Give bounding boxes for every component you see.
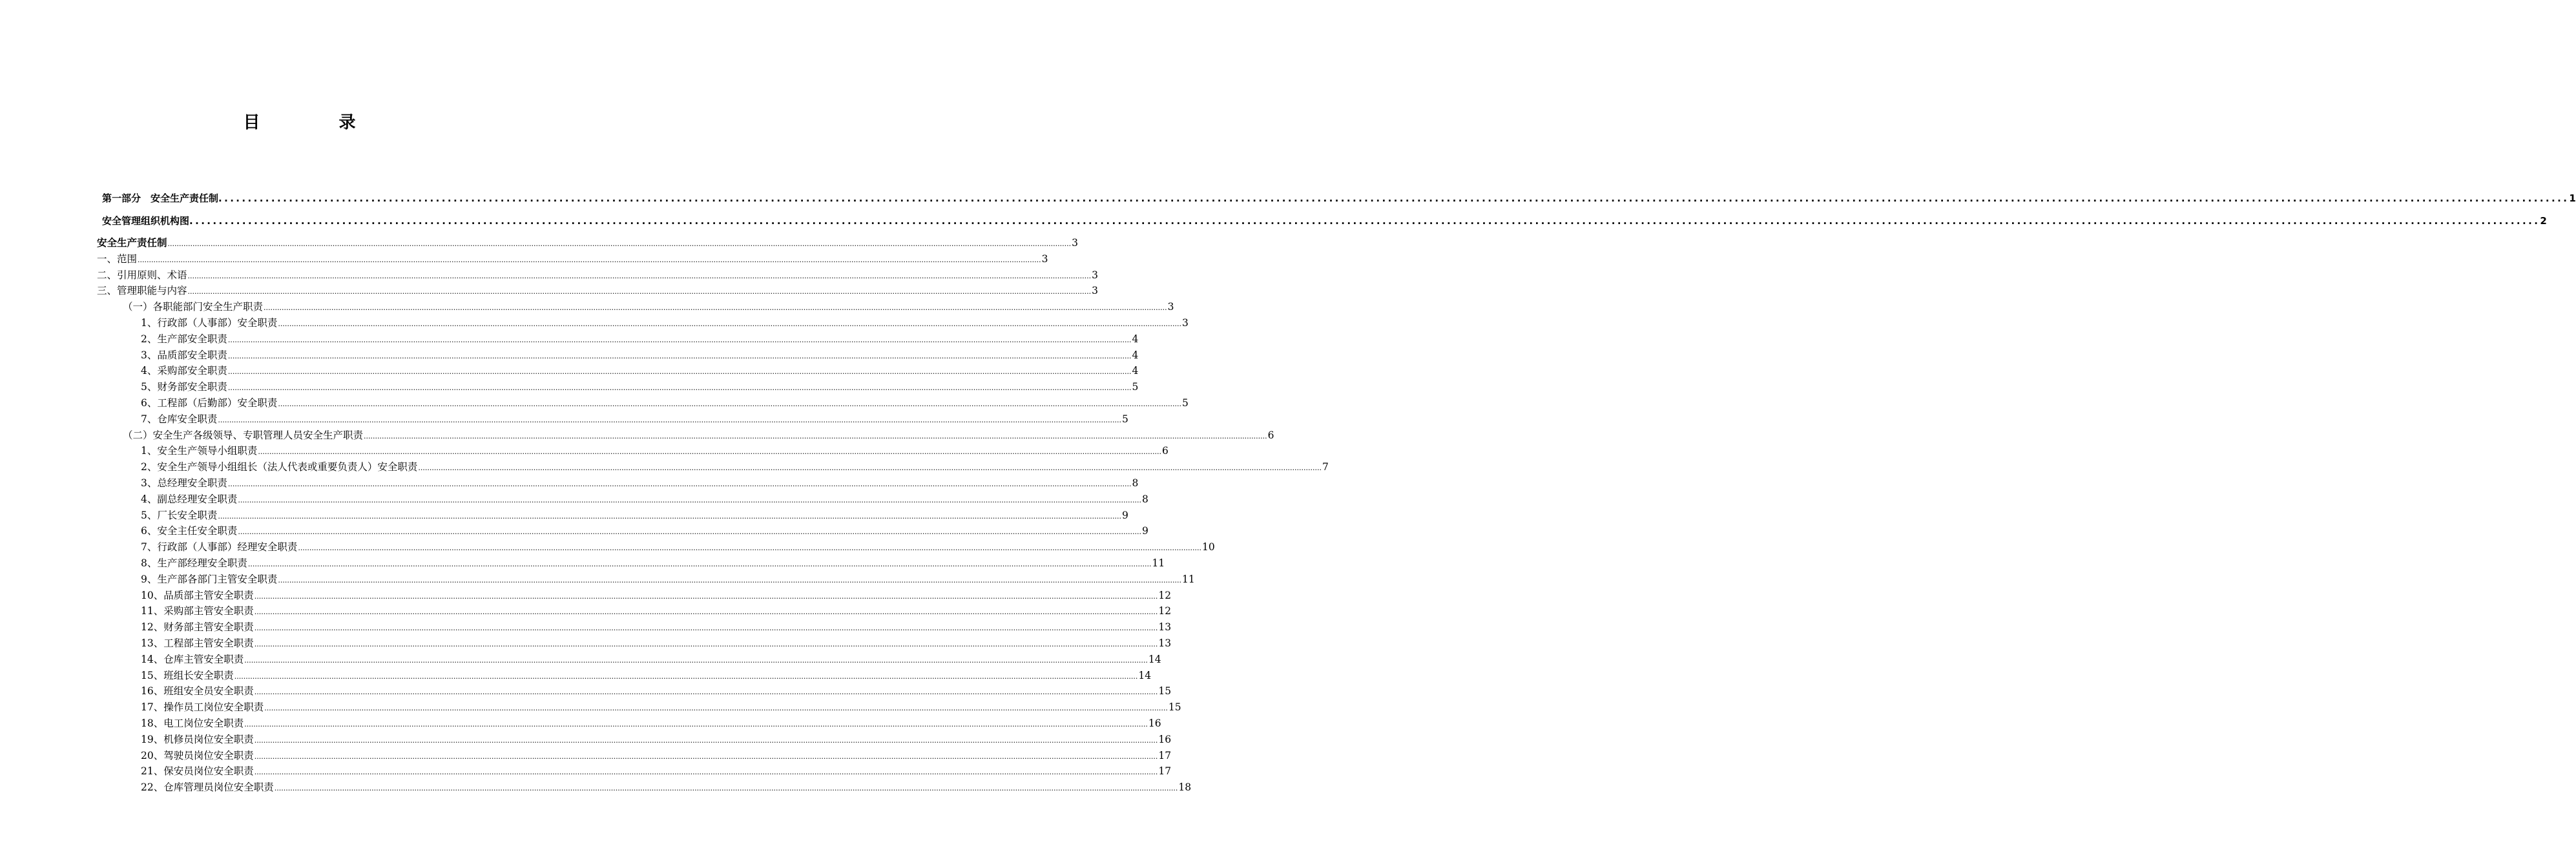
dot-leader: ................................................................................................................................................................................................................................................................................................................................................................................................................ xyxy=(278,576,1182,584)
dot-leader: ................................................................................................................................................................................................................................................................................................................................................................................................................ xyxy=(238,528,1142,536)
toc-entry-page-number: 9 xyxy=(1142,525,1148,537)
toc-entry-page-number: 3 xyxy=(1092,285,1099,296)
toc-entry-label: 16、班组安全员安全职责 xyxy=(141,685,254,697)
dot-leader: ................................................................................................................................................................................................................................................................................................................................................................................................................ xyxy=(254,592,1158,601)
toc-entry-page-number: 6 xyxy=(1162,445,1169,457)
toc-entry[interactable] xyxy=(141,619,1172,636)
toc-entry-page-number: 16 xyxy=(1148,718,1161,729)
dot-leader: ................................................................................................................................................................................................................................................................................................................................................................................................................ xyxy=(254,688,1158,696)
dot-leader: ................................................................................................................................................................................................................................................................................................................................................................................................................ xyxy=(238,496,1142,504)
toc-entry-label: 7、仓库安全职责 xyxy=(141,413,218,425)
toc-entry-label: 11、采购部主管安全职责 xyxy=(141,605,254,617)
toc-entry[interactable] xyxy=(141,491,1148,508)
toc-entry-label: 2、安全生产领导小组组长（法人代表或重要负责人）安全职责 xyxy=(141,461,418,473)
toc-entry-label: 17、操作员工岗位安全职责 xyxy=(141,701,264,713)
toc-entry-label: 14、仓库主管安全职责 xyxy=(141,654,244,665)
dot-leader: ................................................................................................................................................................................................................................................................................................................................................................................................................ xyxy=(187,287,1092,296)
toc-entry-page-number: 16 xyxy=(1158,734,1172,745)
dot-leader: ................................................................................................................................................................................................................................................................................................................................................................................................................ xyxy=(274,784,1178,792)
toc-entry-page-number: 12 xyxy=(1158,605,1172,617)
toc-entry[interactable] xyxy=(97,251,1048,268)
dot-leader: ................................................................................................................................................................................................................................................................................................................................................................................................................ xyxy=(234,672,1138,681)
toc-entry[interactable] xyxy=(141,652,1161,668)
toc-entry[interactable] xyxy=(141,716,1161,732)
toc-entry-label: 二、引用原则、术语 xyxy=(97,269,187,281)
toc-entry[interactable] xyxy=(141,588,1172,604)
dot-leader: ................................................................................................................................................................................................................................................................................................................................................................................................................ xyxy=(218,416,1122,424)
toc-entry-page-number: 4 xyxy=(1132,333,1139,345)
toc-entry-label: 第一部分 安全生产责任制 xyxy=(102,192,219,204)
toc-entry-label: 3、总经理安全职责 xyxy=(141,477,227,489)
toc-entry-label: 18、电工岗位安全职责 xyxy=(141,718,244,729)
toc-entry-label: 安全生产责任制 xyxy=(97,237,167,249)
toc-entry[interactable] xyxy=(141,411,1128,428)
dot-leader: ................................................................................................................................................................................................................................................................................................................................................................................................................ xyxy=(364,432,1267,440)
toc-entry-page-number: 3 xyxy=(1072,237,1079,249)
toc-entry[interactable] xyxy=(97,235,1079,252)
toc-entry-page-number: 14 xyxy=(1148,654,1161,665)
toc-entry-label: 3、品质部安全职责 xyxy=(141,349,227,361)
dot-leader: ................................................................................................................................................................................................................................................................................................................................................................................................................ xyxy=(247,560,1152,568)
toc-entry[interactable] xyxy=(141,363,1139,380)
toc-entry-label: 4、采购部安全职责 xyxy=(141,365,227,377)
toc-entry[interactable] xyxy=(141,475,1139,492)
toc-entry-page-number: 17 xyxy=(1158,750,1172,761)
dot-leader: ................................................................................................................................................................................................................................................................................................................................................................................................................ xyxy=(218,192,2570,204)
toc-entry-label: 10、品质部主管安全职责 xyxy=(141,590,254,601)
toc-entry-label: 7、行政部（人事部）经理安全职责 xyxy=(141,541,298,553)
toc-entry-page-number: 12 xyxy=(1158,590,1172,601)
toc-entry-label: 8、生产部经理安全职责 xyxy=(141,557,247,569)
toc-entry-page-number: 5 xyxy=(1132,381,1139,393)
toc-entry-page-number: 3 xyxy=(1041,253,1048,265)
toc-entry[interactable] xyxy=(141,699,1181,716)
toc-entry-label: 三、管理职能与内容 xyxy=(97,285,187,296)
toc-entry-page-number: 17 xyxy=(1158,765,1172,777)
toc-entry[interactable] xyxy=(141,523,1148,540)
toc-entry-label: 1、安全生产领导小组职责 xyxy=(141,445,258,457)
toc-entry-label: 4、副总经理安全职责 xyxy=(141,493,238,505)
toc-entry[interactable] xyxy=(141,379,1139,396)
toc-entry-page-number: 15 xyxy=(1158,685,1172,697)
toc-entry[interactable] xyxy=(123,299,1174,316)
dot-leader: ................................................................................................................................................................................................................................................................................................................................................................................................................ xyxy=(187,272,1092,280)
toc-entry[interactable] xyxy=(141,683,1172,700)
toc-entry-page-number: 5 xyxy=(1182,397,1189,409)
dot-leader: ................................................................................................................................................................................................................................................................................................................................................................................................................ xyxy=(254,752,1158,761)
toc-entry-label: （二）安全生产各级领导、专职管理人员安全生产职责 xyxy=(123,429,364,441)
toc-entry-page-number: 3 xyxy=(1182,317,1189,329)
toc-entry-page-number: 13 xyxy=(1158,637,1172,649)
toc-entry[interactable] xyxy=(141,636,1172,652)
toc-entry-page-number: 8 xyxy=(1132,477,1139,489)
toc-major-entry[interactable] xyxy=(102,213,2547,229)
dot-leader: ................................................................................................................................................................................................................................................................................................................................................................................................................ xyxy=(254,608,1158,616)
page-title: 目 录 xyxy=(243,113,387,132)
dot-leader: ................................................................................................................................................................................................................................................................................................................................................................................................................ xyxy=(189,215,2540,227)
toc-entry-page-number: 13 xyxy=(1158,621,1172,633)
dot-leader: ................................................................................................................................................................................................................................................................................................................................................................................................................ xyxy=(418,464,1322,472)
toc-entry-page-number: 9 xyxy=(1122,510,1128,521)
toc-entry-label: 12、财务部主管安全职责 xyxy=(141,621,254,633)
toc-entry-page-number: 15 xyxy=(1168,701,1181,713)
dot-leader: ................................................................................................................................................................................................................................................................................................................................................................................................................ xyxy=(244,720,1148,728)
toc-entry[interactable] xyxy=(141,443,1169,460)
toc-entry-label: 15、班组长安全职责 xyxy=(141,670,234,681)
toc-entry-page-number: 3 xyxy=(1167,301,1174,313)
toc-entry[interactable] xyxy=(97,267,1099,284)
toc-entry-page-number: 11 xyxy=(1182,574,1195,585)
toc-entry-label: 安全管理组织机构图 xyxy=(102,215,190,227)
toc-entry-label: 1、行政部（人事部）安全职责 xyxy=(141,317,278,329)
toc-entry[interactable] xyxy=(141,555,1165,572)
dot-leader: ................................................................................................................................................................................................................................................................................................................................................................................................................ xyxy=(254,768,1158,776)
toc-entry-label: 9、生产部各部门主管安全职责 xyxy=(141,574,278,585)
dot-leader: ................................................................................................................................................................................................................................................................................................................................................................................................................ xyxy=(138,256,1041,264)
dot-leader: ................................................................................................................................................................................................................................................................................................................................................................................................................ xyxy=(227,367,1132,376)
dot-leader: ................................................................................................................................................................................................................................................................................................................................................................................................................ xyxy=(254,640,1158,648)
toc-entry[interactable] xyxy=(141,603,1172,620)
toc-entry-page-number: 1 xyxy=(2569,192,2576,204)
toc-entry[interactable] xyxy=(141,539,1215,556)
toc-entry[interactable] xyxy=(123,428,1274,444)
toc-entry[interactable] xyxy=(141,347,1139,364)
toc-entry-label: 2、生产部安全职责 xyxy=(141,333,227,345)
dot-leader: ................................................................................................................................................................................................................................................................................................................................................................................................................ xyxy=(264,304,1167,312)
toc-entry-page-number: 6 xyxy=(1267,429,1274,441)
dot-leader: ................................................................................................................................................................................................................................................................................................................................................................................................................ xyxy=(264,704,1168,712)
toc-entry-page-number: 11 xyxy=(1152,557,1165,569)
toc-entry-page-number: 2 xyxy=(2540,215,2547,227)
dot-leader: ................................................................................................................................................................................................................................................................................................................................................................................................................ xyxy=(227,336,1132,344)
dot-leader: ................................................................................................................................................................................................................................................................................................................................................................................................................ xyxy=(278,320,1182,328)
toc-entry-page-number: 7 xyxy=(1322,461,1329,473)
toc-entry[interactable] xyxy=(141,748,1172,765)
toc-entry-label: （一）各职能部门安全生产职责 xyxy=(123,301,264,313)
toc-entry[interactable] xyxy=(141,315,1189,332)
toc-entry[interactable] xyxy=(141,668,1152,685)
toc-entry-label: 22、仓库管理员岗位安全职责 xyxy=(141,781,274,793)
dot-leader: ................................................................................................................................................................................................................................................................................................................................................................................................................ xyxy=(298,544,1202,552)
dot-leader: ................................................................................................................................................................................................................................................................................................................................................................................................................ xyxy=(244,656,1148,665)
toc-entry-page-number: 4 xyxy=(1132,349,1139,361)
toc-entry-page-number: 10 xyxy=(1202,541,1215,553)
toc-entry-page-number: 4 xyxy=(1132,365,1139,377)
toc-entry[interactable] xyxy=(141,572,1195,588)
dot-leader: ................................................................................................................................................................................................................................................................................................................................................................................................................ xyxy=(218,512,1122,521)
dot-leader: ................................................................................................................................................................................................................................................................................................................................................................................................................ xyxy=(227,480,1132,488)
dot-leader: ................................................................................................................................................................................................................................................................................................................................................................................................................ xyxy=(278,400,1182,408)
dot-leader: ................................................................................................................................................................................................................................................................................................................................................................................................................ xyxy=(227,352,1132,360)
toc-entry-label: 5、财务部安全职责 xyxy=(141,381,227,393)
toc-entry[interactable] xyxy=(141,459,1329,476)
dot-leader: ................................................................................................................................................................................................................................................................................................................................................................................................................ xyxy=(167,240,1072,248)
toc-entry-page-number: 8 xyxy=(1142,493,1148,505)
toc-entry-page-number: 14 xyxy=(1138,670,1152,681)
toc-entry[interactable] xyxy=(141,732,1172,749)
toc-entry-label: 6、工程部（后勤部）安全职责 xyxy=(141,397,278,409)
toc-entry[interactable] xyxy=(97,283,1099,300)
toc-entry[interactable] xyxy=(141,395,1189,412)
toc-entry-label: 20、驾驶员岗位安全职责 xyxy=(141,750,254,761)
toc-entry-label: 5、厂长安全职责 xyxy=(141,510,218,521)
toc-entry[interactable] xyxy=(141,780,1192,796)
toc-entry-label: 19、机修员岗位安全职责 xyxy=(141,734,254,745)
toc-entry-page-number: 5 xyxy=(1122,413,1128,425)
dot-leader: ................................................................................................................................................................................................................................................................................................................................................................................................................ xyxy=(254,736,1158,745)
toc-entry[interactable] xyxy=(141,331,1139,348)
toc-entry[interactable] xyxy=(141,763,1172,780)
toc-entry-label: 6、安全主任安全职责 xyxy=(141,525,238,537)
toc-entry[interactable] xyxy=(141,508,1128,524)
dot-leader: ................................................................................................................................................................................................................................................................................................................................................................................................................ xyxy=(258,448,1162,456)
toc-entry-label: 一、范围 xyxy=(97,253,138,265)
dot-leader: ................................................................................................................................................................................................................................................................................................................................................................................................................ xyxy=(254,624,1158,632)
toc-major-entry[interactable] xyxy=(102,191,2576,206)
toc-entry-page-number: 3 xyxy=(1092,269,1099,281)
dot-leader: ................................................................................................................................................................................................................................................................................................................................................................................................................ xyxy=(227,384,1132,392)
toc-entry-page-number: 18 xyxy=(1178,781,1192,793)
toc-entry-label: 13、工程部主管安全职责 xyxy=(141,637,254,649)
toc-entry-label: 21、保安员岗位安全职责 xyxy=(141,765,254,777)
